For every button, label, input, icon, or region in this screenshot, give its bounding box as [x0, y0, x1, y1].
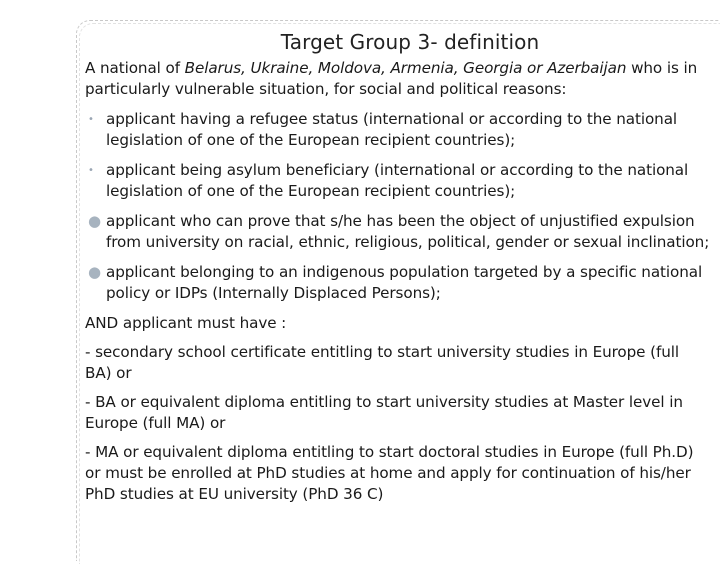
- requirement-intro: AND applicant must have :: [85, 314, 287, 332]
- slide-title: Target Group 3- definition: [280, 30, 540, 54]
- bullet-icon: ●: [88, 212, 101, 230]
- criteria-item: [85, 109, 710, 151]
- intro-countries: Belarus, Ukraine, Moldova, Armenia, Georgia or Azerbaijan: [184, 59, 627, 77]
- criteria-text: applicant having a refugee status (international or according to the national legislation of one of the European recipient countries);: [106, 110, 678, 149]
- criteria-item: [85, 211, 710, 253]
- intro-suffix: who is in particularly vulnerable situation, for social and political reasons:: [85, 59, 698, 98]
- criteria-list: [85, 109, 710, 304]
- slide-content: [85, 58, 710, 513]
- intro-prefix: A national of: [85, 59, 185, 77]
- bullet-icon: ●: [88, 263, 101, 281]
- requirement-item: - BA or equivalent diploma entitling to start university studies at Master level in Europe (full MA) or: [85, 393, 683, 432]
- intro-paragraph: [85, 58, 710, 100]
- bullet-icon: •: [88, 165, 94, 176]
- bullet-icon: •: [88, 114, 94, 125]
- criteria-text: applicant belonging to an indigenous population targeted by a specific national policy or IDPs (Internally Displaced Persons);: [106, 263, 703, 302]
- criteria-text: applicant being asylum beneficiary (international or according to the national legislation of one of the European recipient countries);: [106, 161, 689, 200]
- criteria-item: [85, 262, 710, 304]
- requirement-item: - secondary school certificate entitling to start university studies in Europe (full BA) or: [85, 343, 679, 382]
- criteria-item: [85, 160, 710, 202]
- criteria-text: applicant who can prove that s/he has been the object of unjustified expulsion from university on racial, ethnic, religious, political, gender or sexual inclination;: [106, 212, 710, 251]
- requirement-item: - MA or equivalent diploma entitling to start doctoral studies in Europe (full Ph.D) or must be enrolled at PhD studies at home and apply for continuation of his/her PhD studies at EU university (PhD 36 C): [85, 443, 694, 503]
